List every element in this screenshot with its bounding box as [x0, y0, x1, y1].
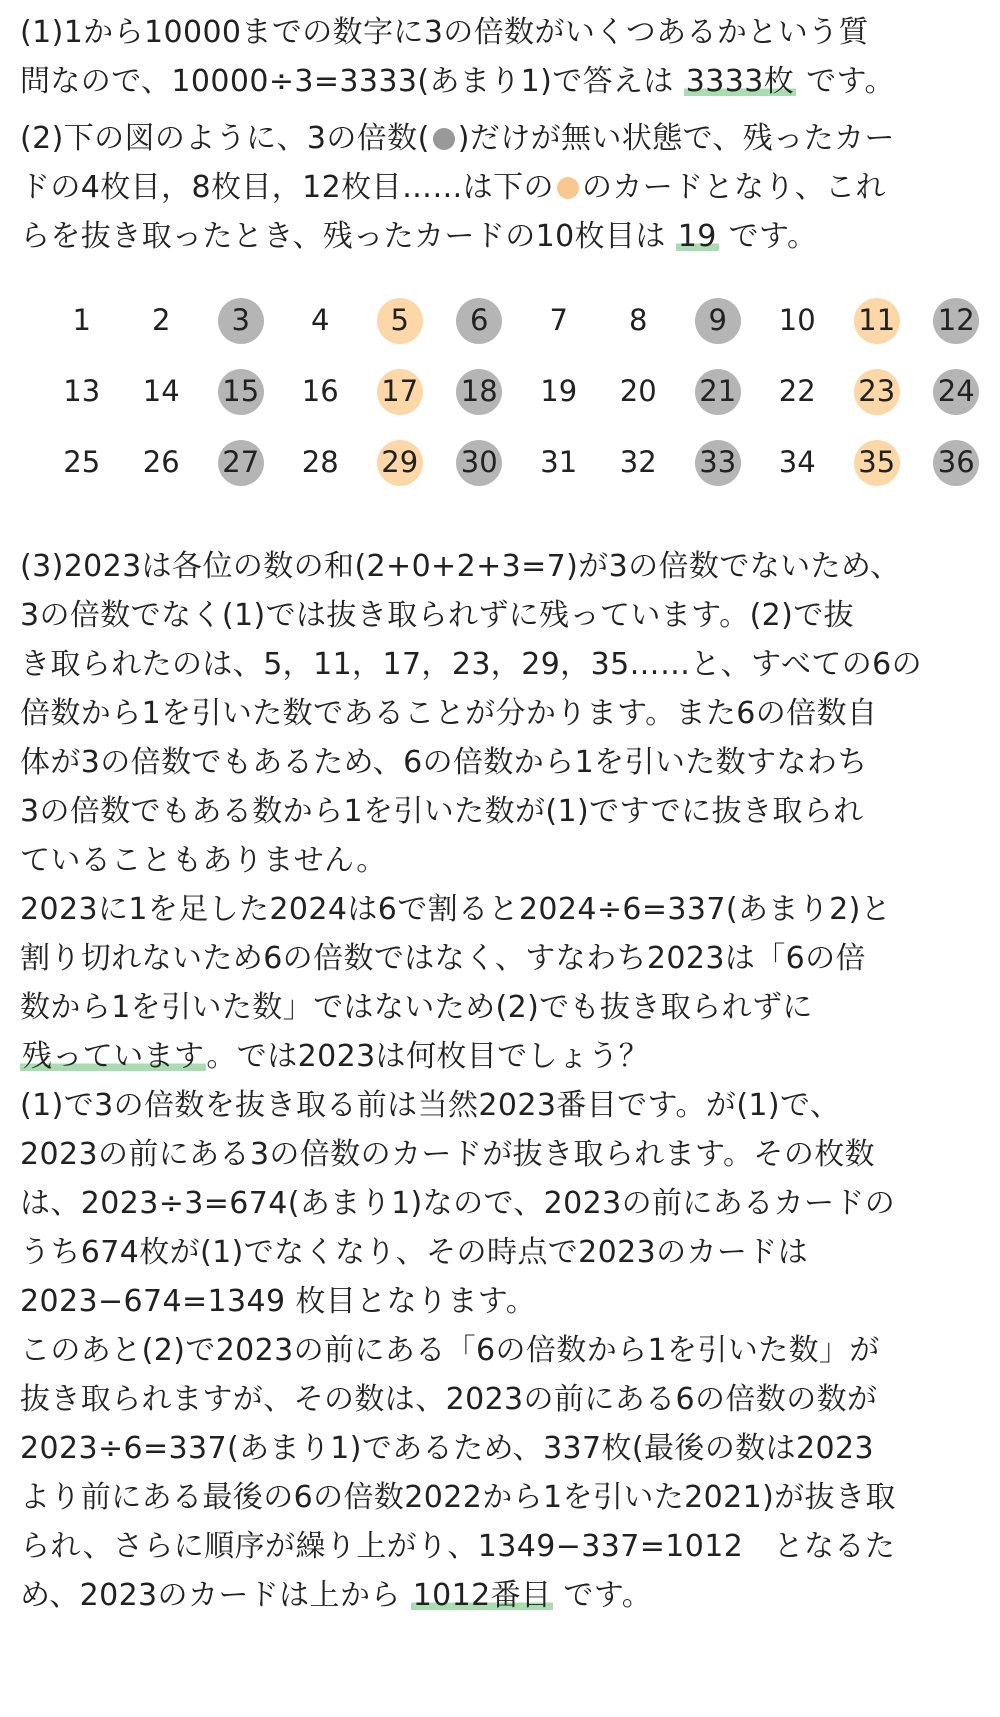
gray-circle-icon	[433, 128, 455, 150]
card-number-orange: 23	[854, 369, 900, 415]
card-number-gray: 6	[456, 298, 502, 344]
card-number: 20	[619, 374, 657, 408]
card-number-gray: 27	[218, 440, 264, 486]
card-number: 7	[549, 303, 568, 337]
q3-line: (3)2023は各位の数の和(2+0+2+3=7)が3の倍数でないため、	[20, 549, 901, 584]
q3-line: 倍数から1を引いた数であることが分かります。また6の倍数自	[20, 696, 878, 731]
q3-line: 抜き取られますが、その数は、2023の前にある6の倍数の数が	[20, 1382, 878, 1417]
q3-line: 3の倍数でなく(1)では抜き取られずに残っています。(2)で抜	[20, 598, 855, 633]
q3-line: 2023の前にある3の倍数のカードが抜き取られます。その枚数	[20, 1137, 876, 1172]
card-number: 25	[63, 445, 101, 479]
q3-line: 2023−674=1349 枚目となります。	[20, 1284, 537, 1319]
card-number-gray: 24	[933, 369, 979, 415]
card-number-gray: 9	[695, 298, 741, 344]
q3-line: 2023÷6=337(あまり1)であるため、337枚(最後の数は2023	[20, 1431, 874, 1466]
card-number: 22	[778, 374, 816, 408]
card-number: 4	[311, 303, 330, 337]
q3-line: このあと(2)で2023の前にある「6の倍数から1を引いた数」が	[20, 1333, 880, 1368]
q3-line: より前にある最後の6の倍数2022から1を引いた2021)が抜き取	[20, 1480, 896, 1515]
card-number-grid	[42, 285, 982, 498]
q2-line-1-post: )だけが無い状態で、残ったカー	[457, 121, 895, 156]
card-number: 8	[629, 303, 648, 337]
card-number: 31	[540, 445, 578, 479]
card-number-orange: 17	[377, 369, 423, 415]
q2-answer-highlight: 19	[677, 219, 717, 254]
q1-line-1: (1)1から10000までの数字に3の倍数がいくつあるかという質	[20, 15, 869, 50]
card-number: 34	[778, 445, 816, 479]
q3-line: 3の倍数でもある数から1を引いた数が(1)ですでに抜き取られ	[20, 794, 864, 829]
card-number-gray: 21	[695, 369, 741, 415]
q3-line: (1)で3の倍数を抜き取る前は当然2023番目です。が(1)で、	[20, 1088, 841, 1123]
q3-line: 2023に1を足した2024は6で割ると2024÷6=337(あまり2)と	[20, 892, 892, 927]
orange-circle-icon	[557, 177, 579, 199]
card-number-gray: 3	[218, 298, 264, 344]
card-number: 32	[619, 445, 657, 479]
card-number: 13	[63, 374, 101, 408]
q3-line: 割り切れないため6の倍数ではなく、すなわち2023は「6の倍	[20, 941, 866, 976]
q1-line-2-pre: 問なので、10000÷3=3333(あまり1)で答えは	[20, 64, 684, 99]
card-number: 1	[72, 303, 91, 337]
card-number-orange: 35	[854, 440, 900, 486]
q2-line-1-pre: (2)下の図のように、3の倍数(	[20, 121, 430, 156]
card-number: 2	[152, 303, 171, 337]
q3-line: 。では2023は何枚目でしょう？	[206, 1039, 650, 1074]
card-number-gray: 36	[933, 440, 979, 486]
card-number: 19	[540, 374, 578, 408]
q2-explanation	[20, 114, 982, 261]
q3-explanation	[20, 542, 982, 1620]
card-number-gray: 30	[456, 440, 502, 486]
q3-line: うち674枚が(1)でなくなり、その時点で2023のカードは	[20, 1235, 809, 1270]
q3-line: は、2023÷3=674(あまり1)なので、2023の前にあるカードの	[20, 1186, 896, 1221]
card-number: 28	[301, 445, 339, 479]
card-number-orange: 29	[377, 440, 423, 486]
q2-line-3-pre: らを抜き取ったとき、残ったカードの10枚目は	[20, 219, 676, 254]
q1-line-2-post: です。	[796, 64, 895, 99]
q3-line: き取られたのは、5，11，17，23，29，35……と、すべての6の	[20, 647, 923, 682]
q2-line-2-post: のカードとなり、これ	[581, 170, 886, 205]
q3-line: ていることもありません。	[20, 843, 387, 878]
q2-line-3-post: です。	[718, 219, 818, 254]
card-number-orange: 11	[854, 298, 900, 344]
q3-line: られ、さらに順序が繰り上がり、1349−337=1012 となるた	[20, 1529, 896, 1564]
q3-line-final-post: です。	[553, 1578, 653, 1613]
card-number-gray: 18	[456, 369, 502, 415]
q2-line-2-pre: ドの4枚目，8枚目，12枚目……は下の	[20, 170, 554, 205]
card-number-gray: 33	[695, 440, 741, 486]
card-number: 14	[142, 374, 180, 408]
q3-line-final-pre: め、2023のカードは上から	[20, 1578, 411, 1613]
card-number-orange: 5	[377, 298, 423, 344]
card-number: 26	[142, 445, 180, 479]
q3-answer-highlight: 1012番目	[412, 1578, 552, 1613]
q3-remaining-highlight: 残っています	[22, 1039, 205, 1074]
q3-line: 数から1を引いた数」ではないため(2)でも抜き取られずに	[20, 990, 813, 1025]
q1-explanation	[20, 8, 982, 106]
card-number: 10	[778, 303, 816, 337]
q3-line: 体が3の倍数でもあるため、6の倍数から1を引いた数すなわち	[20, 745, 868, 780]
card-number-gray: 12	[933, 298, 979, 344]
card-number: 16	[301, 374, 339, 408]
q1-answer-highlight: 3333枚	[685, 64, 795, 99]
card-number-gray: 15	[218, 369, 264, 415]
